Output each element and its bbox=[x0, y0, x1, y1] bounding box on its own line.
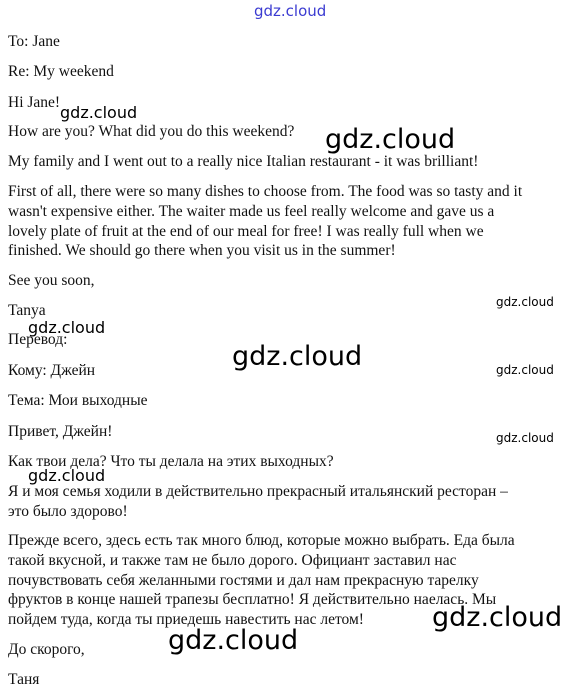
email-closing: See you soon, bbox=[8, 272, 95, 289]
translation-intro-line: это было здорово! bbox=[8, 503, 128, 520]
translation-question: Как твои дела? Что ты делала на этих выходных? bbox=[8, 453, 334, 470]
watermark: gdz.cloud bbox=[496, 431, 554, 445]
watermark: gdz.cloud bbox=[496, 363, 554, 377]
watermark: gdz.cloud bbox=[28, 318, 106, 337]
translation-signature: Таня bbox=[8, 671, 40, 688]
email-greeting: Hi Jane! bbox=[8, 94, 61, 111]
email-intro: My family and I went out to a really nice Italian restaurant - it was brilliant! bbox=[8, 153, 479, 170]
watermark: gdz.cloud bbox=[168, 625, 299, 656]
email-body-line: wasn't expensive either. The waiter made us feel really welcome and gave us a bbox=[8, 203, 495, 220]
email-body-line: finished. We should go there when you visit us in the summer! bbox=[8, 242, 396, 259]
watermark: gdz.cloud bbox=[28, 466, 106, 485]
watermark: gdz.cloud bbox=[496, 295, 554, 309]
email-subject-line: Re: My weekend bbox=[8, 63, 114, 80]
watermark: gdz.cloud bbox=[325, 124, 456, 155]
translation-to-line: Кому: Джейн bbox=[8, 362, 96, 379]
email-question: How are you? What did you do this weekend? bbox=[8, 123, 295, 140]
translation-body-line: фруктов в конце нашей трапезы бесплатно! Я действительно наелась. Мы bbox=[8, 591, 497, 608]
watermark: gdz.cloud bbox=[60, 103, 138, 122]
translation-body-line: такой вкусной, и также там не было дорого. Официант заставил нас bbox=[8, 552, 457, 569]
watermark-top: gdz.cloud bbox=[254, 2, 327, 20]
email-body-line: First of all, there were so many dishes to choose from. The food was so tasty and it bbox=[8, 183, 523, 200]
email-to-line: To: Jane bbox=[8, 33, 60, 50]
translation-body-line: пойдем туда, когда ты приедешь навестить нас летом! bbox=[8, 611, 364, 628]
translation-intro-line: Я и моя семья ходили в действительно прекрасный итальянский ресторан – bbox=[8, 483, 508, 500]
translation-subject-line: Тема: Мои выходные bbox=[8, 392, 148, 409]
translation-body-line: Прежде всего, здесь есть так много блюд, которые можно выбрать. Еда была bbox=[8, 532, 515, 549]
watermark: gdz.cloud bbox=[232, 341, 363, 372]
translation-body-line: почувствовать себя желанными гостями и дал нам прекрасную тарелку bbox=[8, 572, 479, 589]
email-signature: Tanya bbox=[8, 302, 46, 319]
translation-closing: До скорого, bbox=[8, 641, 85, 658]
watermark: gdz.cloud bbox=[432, 602, 563, 633]
translation-label: Перевод: bbox=[8, 331, 68, 348]
email-body-line: lovely plate of fruit at the end of our meal for free! I was really full when we bbox=[8, 223, 484, 240]
translation-greeting: Привет, Джейн! bbox=[8, 423, 113, 440]
